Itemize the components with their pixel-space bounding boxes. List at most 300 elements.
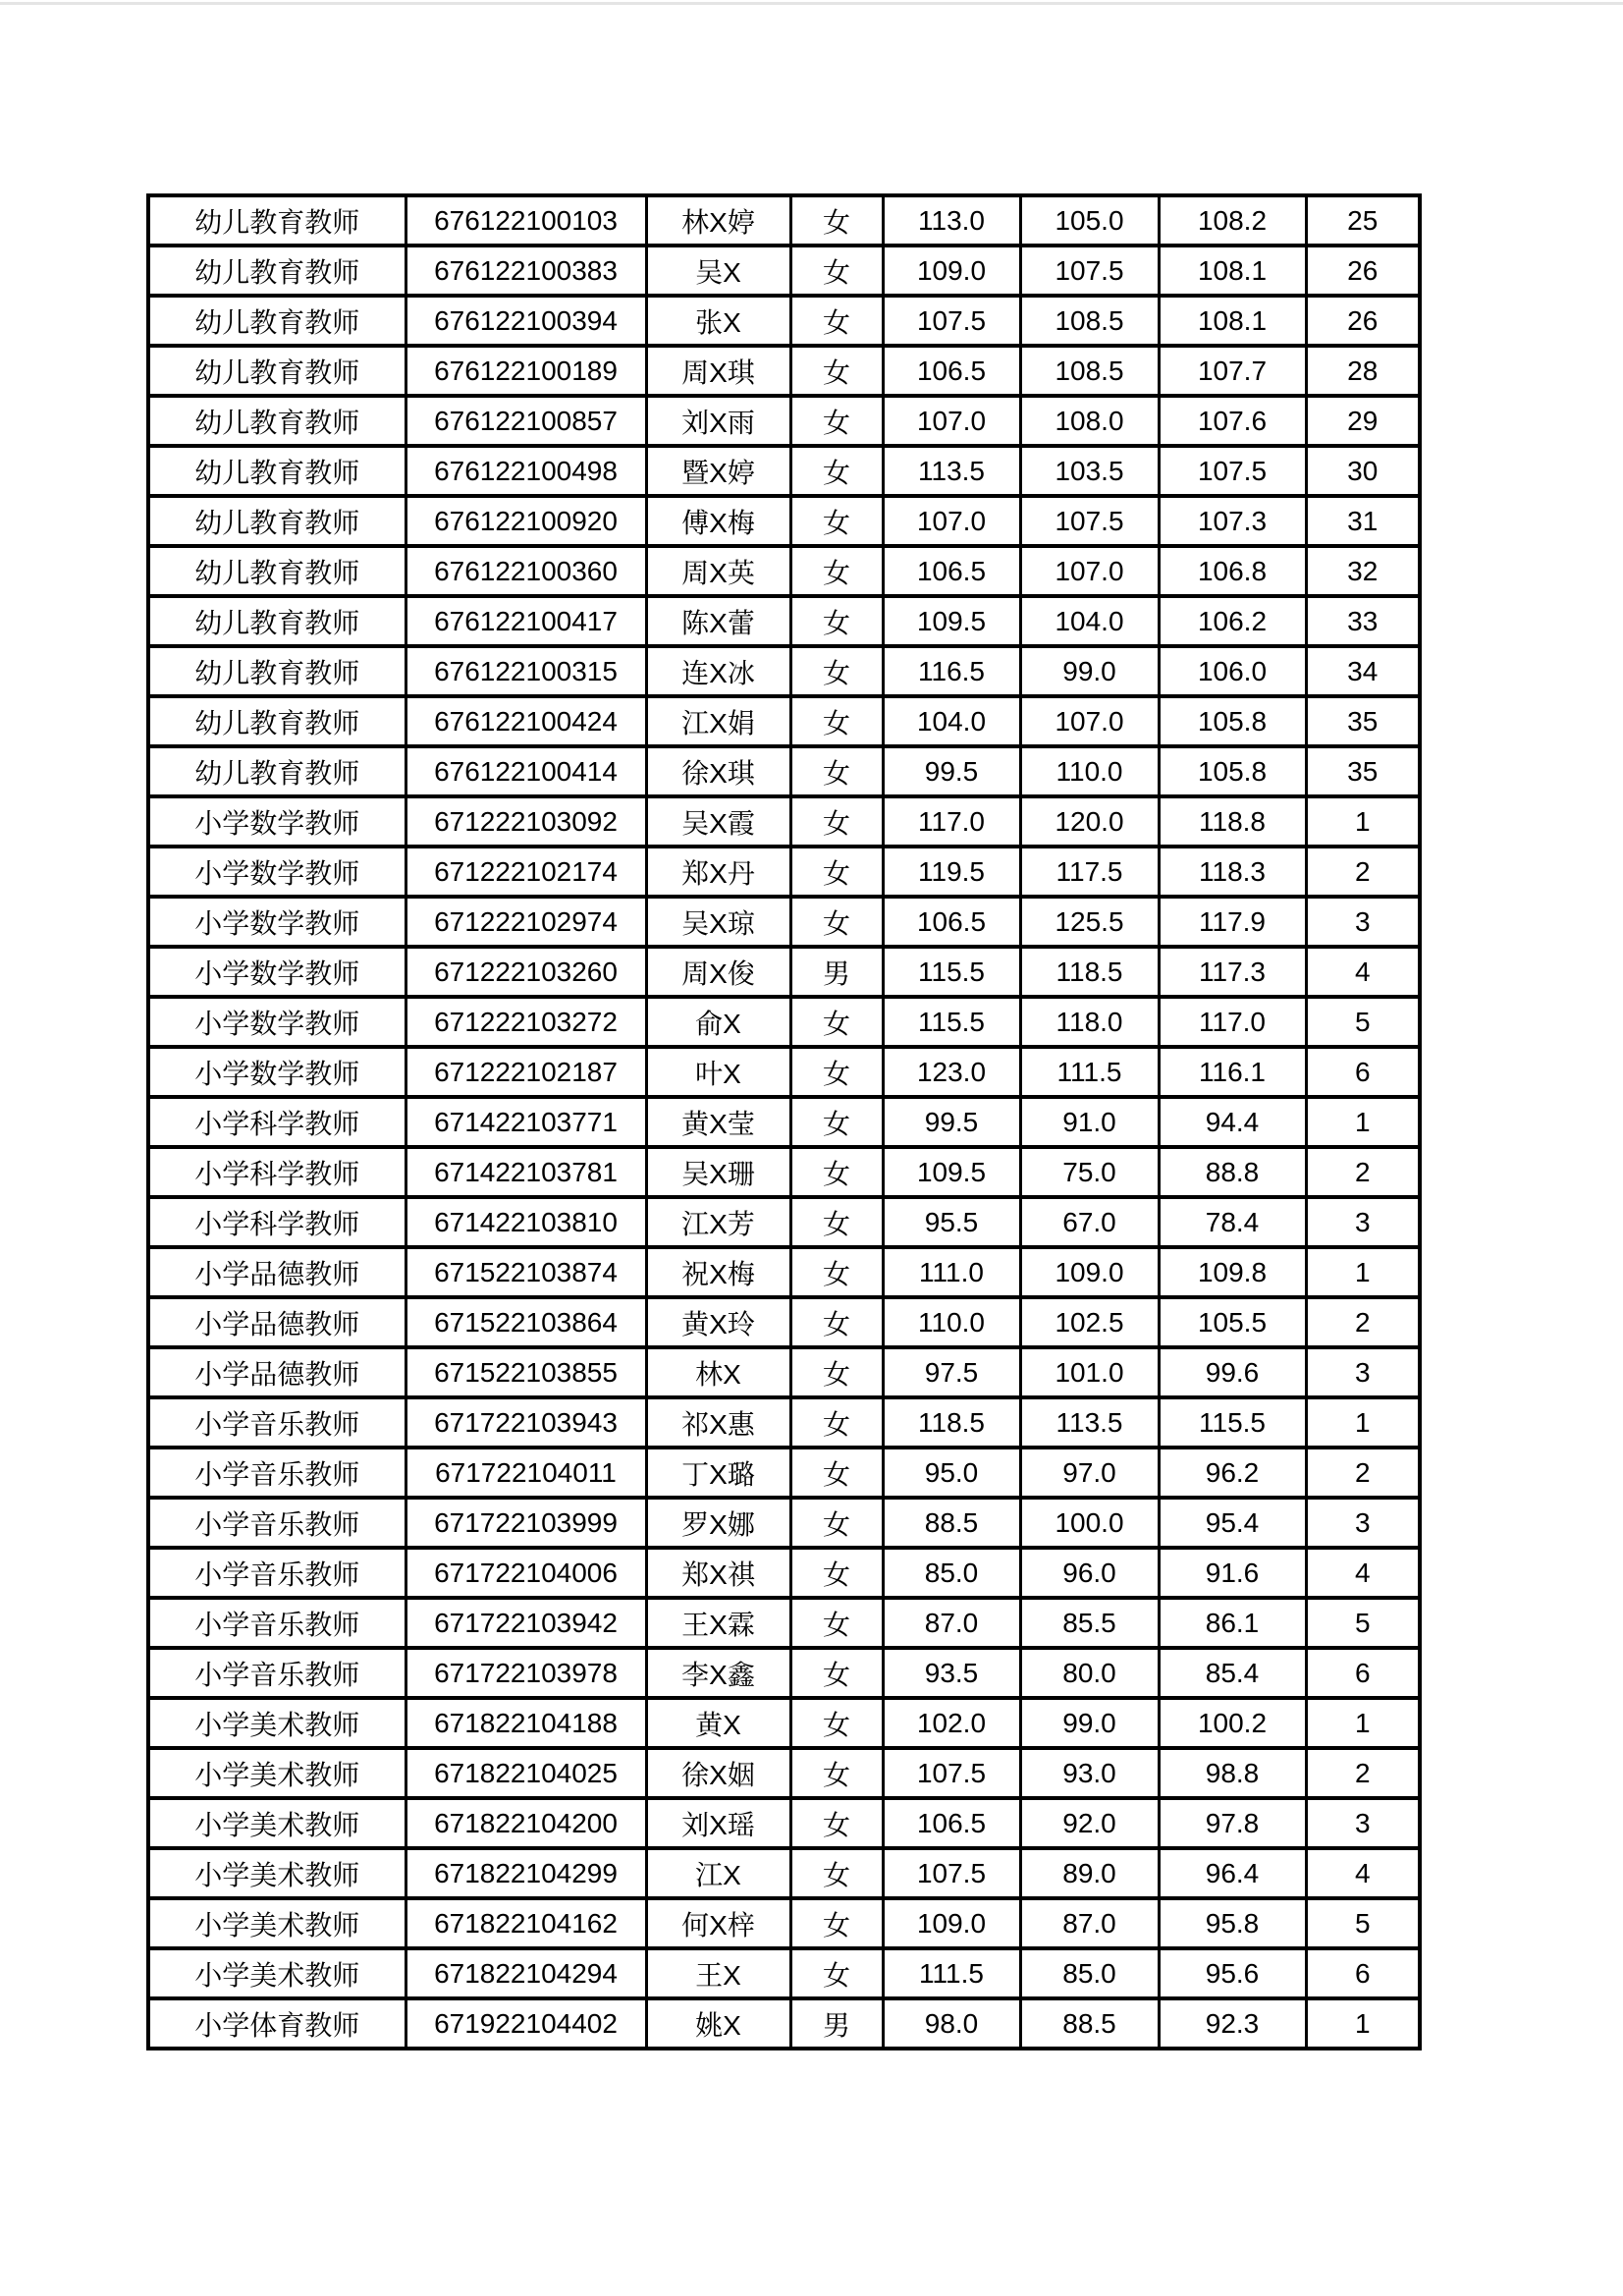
cell-score-1: 104.0	[883, 696, 1020, 746]
cell-exam-number: 676122100360	[406, 546, 646, 596]
cell-score-1: 107.5	[883, 296, 1020, 346]
cell-score-2: 102.5	[1020, 1297, 1159, 1347]
cell-final-score: 96.2	[1159, 1448, 1306, 1498]
cell-position: 小学美术教师	[148, 1748, 406, 1798]
cell-rank: 35	[1306, 696, 1420, 746]
cell-position: 小学美术教师	[148, 1798, 406, 1848]
cell-exam-number: 671922104402	[406, 1998, 646, 2049]
cell-exam-number: 676122100498	[406, 446, 646, 496]
cell-name: 祝X梅	[646, 1247, 790, 1297]
cell-score-1: 107.5	[883, 1748, 1020, 1798]
cell-name: 黄X	[646, 1698, 790, 1748]
cell-gender: 女	[790, 1347, 883, 1397]
table-row	[148, 1548, 1420, 1598]
cell-rank: 5	[1306, 1598, 1420, 1648]
table-row	[148, 1097, 1420, 1147]
cell-score-1: 106.5	[883, 1798, 1020, 1848]
cell-name: 黄X莹	[646, 1097, 790, 1147]
table-row	[148, 746, 1420, 796]
table-row	[148, 195, 1420, 246]
table-row	[148, 1848, 1420, 1898]
cell-position: 幼儿教育教师	[148, 246, 406, 296]
cell-name: 吴X霞	[646, 796, 790, 847]
cell-position: 小学音乐教师	[148, 1498, 406, 1548]
cell-rank: 34	[1306, 646, 1420, 696]
cell-rank: 3	[1306, 1347, 1420, 1397]
cell-score-1: 109.0	[883, 246, 1020, 296]
cell-name: 俞X	[646, 997, 790, 1047]
cell-score-2: 107.0	[1020, 546, 1159, 596]
table-row	[148, 1748, 1420, 1798]
cell-score-1: 111.5	[883, 1948, 1020, 1998]
cell-rank: 4	[1306, 1548, 1420, 1598]
cell-final-score: 95.8	[1159, 1898, 1306, 1948]
cell-position: 幼儿教育教师	[148, 646, 406, 696]
cell-gender: 女	[790, 997, 883, 1047]
cell-exam-number: 676122100857	[406, 396, 646, 446]
cell-rank: 25	[1306, 195, 1420, 246]
cell-score-1: 113.5	[883, 446, 1020, 496]
table-row	[148, 296, 1420, 346]
cell-name: 黄X玲	[646, 1297, 790, 1347]
cell-gender: 女	[790, 1448, 883, 1498]
cell-name: 江X芳	[646, 1197, 790, 1247]
cell-gender: 女	[790, 346, 883, 396]
cell-gender: 男	[790, 947, 883, 997]
cell-score-1: 107.0	[883, 396, 1020, 446]
cell-position: 小学美术教师	[148, 1698, 406, 1748]
cell-rank: 30	[1306, 446, 1420, 496]
cell-score-2: 89.0	[1020, 1848, 1159, 1898]
cell-final-score: 106.2	[1159, 596, 1306, 646]
cell-gender: 女	[790, 1698, 883, 1748]
cell-name: 叶X	[646, 1047, 790, 1097]
cell-final-score: 107.5	[1159, 446, 1306, 496]
table-row	[148, 1247, 1420, 1297]
cell-name: 连X冰	[646, 646, 790, 696]
cell-position: 小学音乐教师	[148, 1648, 406, 1698]
cell-gender: 女	[790, 1848, 883, 1898]
cell-position: 小学美术教师	[148, 1898, 406, 1948]
cell-position: 小学数学教师	[148, 796, 406, 847]
cell-gender: 女	[790, 1898, 883, 1948]
cell-score-2: 107.5	[1020, 496, 1159, 546]
cell-score-1: 102.0	[883, 1698, 1020, 1748]
table-row	[148, 1347, 1420, 1397]
cell-name: 陈X蕾	[646, 596, 790, 646]
cell-position: 幼儿教育教师	[148, 746, 406, 796]
cell-exam-number: 671722104011	[406, 1448, 646, 1498]
cell-position: 小学音乐教师	[148, 1448, 406, 1498]
cell-score-1: 110.0	[883, 1297, 1020, 1347]
cell-name: 姚X	[646, 1998, 790, 2049]
cell-name: 徐X姻	[646, 1748, 790, 1798]
cell-rank: 6	[1306, 1948, 1420, 1998]
cell-score-2: 125.5	[1020, 897, 1159, 947]
table-row	[148, 1397, 1420, 1448]
cell-rank: 3	[1306, 1498, 1420, 1548]
cell-score-1: 106.5	[883, 546, 1020, 596]
cell-rank: 31	[1306, 496, 1420, 546]
cell-exam-number: 671422103810	[406, 1197, 646, 1247]
cell-exam-number: 671222102174	[406, 847, 646, 897]
cell-gender: 女	[790, 796, 883, 847]
cell-rank: 4	[1306, 947, 1420, 997]
table-row	[148, 1598, 1420, 1648]
cell-score-2: 99.0	[1020, 646, 1159, 696]
cell-rank: 1	[1306, 1247, 1420, 1297]
cell-final-score: 105.8	[1159, 696, 1306, 746]
cell-gender: 女	[790, 1548, 883, 1598]
cell-gender: 女	[790, 1247, 883, 1297]
cell-position: 小学数学教师	[148, 947, 406, 997]
cell-rank: 3	[1306, 1798, 1420, 1848]
cell-exam-number: 671222102187	[406, 1047, 646, 1097]
cell-score-1: 107.0	[883, 496, 1020, 546]
cell-score-2: 109.0	[1020, 1247, 1159, 1297]
cell-exam-number: 676122100189	[406, 346, 646, 396]
cell-score-2: 117.5	[1020, 847, 1159, 897]
cell-position: 小学数学教师	[148, 847, 406, 897]
table-row	[148, 696, 1420, 746]
cell-name: 吴X	[646, 246, 790, 296]
results-table	[146, 193, 1422, 2050]
cell-final-score: 106.8	[1159, 546, 1306, 596]
cell-score-1: 95.5	[883, 1197, 1020, 1247]
cell-rank: 28	[1306, 346, 1420, 396]
cell-rank: 3	[1306, 897, 1420, 947]
cell-final-score: 92.3	[1159, 1998, 1306, 2049]
table-row	[148, 646, 1420, 696]
cell-position: 小学科学教师	[148, 1097, 406, 1147]
cell-rank: 2	[1306, 847, 1420, 897]
cell-score-1: 99.5	[883, 746, 1020, 796]
table-row	[148, 1047, 1420, 1097]
cell-final-score: 109.8	[1159, 1247, 1306, 1297]
cell-name: 祁X惠	[646, 1397, 790, 1448]
cell-rank: 6	[1306, 1648, 1420, 1698]
cell-name: 周X俊	[646, 947, 790, 997]
cell-score-2: 80.0	[1020, 1648, 1159, 1698]
cell-gender: 女	[790, 646, 883, 696]
cell-gender: 女	[790, 1948, 883, 1998]
table-row	[148, 1898, 1420, 1948]
cell-exam-number: 671822104162	[406, 1898, 646, 1948]
cell-name: 徐X琪	[646, 746, 790, 796]
cell-exam-number: 671822104294	[406, 1948, 646, 1998]
cell-score-2: 107.0	[1020, 696, 1159, 746]
cell-score-1: 95.0	[883, 1448, 1020, 1498]
cell-exam-number: 671522103864	[406, 1297, 646, 1347]
cell-final-score: 105.8	[1159, 746, 1306, 796]
cell-final-score: 100.2	[1159, 1698, 1306, 1748]
cell-name: 周X琪	[646, 346, 790, 396]
table-row	[148, 1698, 1420, 1748]
cell-final-score: 118.3	[1159, 847, 1306, 897]
cell-score-1: 98.0	[883, 1998, 1020, 2049]
cell-score-2: 97.0	[1020, 1448, 1159, 1498]
cell-final-score: 117.3	[1159, 947, 1306, 997]
cell-final-score: 105.5	[1159, 1297, 1306, 1347]
cell-score-2: 105.0	[1020, 195, 1159, 246]
table-row	[148, 947, 1420, 997]
cell-score-1: 119.5	[883, 847, 1020, 897]
cell-exam-number: 671722103999	[406, 1498, 646, 1548]
cell-exam-number: 671222103092	[406, 796, 646, 847]
cell-exam-number: 671822104299	[406, 1848, 646, 1898]
cell-rank: 1	[1306, 1397, 1420, 1448]
table-row	[148, 1297, 1420, 1347]
cell-position: 幼儿教育教师	[148, 496, 406, 546]
cell-final-score: 117.9	[1159, 897, 1306, 947]
cell-final-score: 86.1	[1159, 1598, 1306, 1648]
table-row	[148, 446, 1420, 496]
cell-rank: 4	[1306, 1848, 1420, 1898]
cell-exam-number: 671222103260	[406, 947, 646, 997]
cell-name: 郑X丹	[646, 847, 790, 897]
cell-exam-number: 671722103942	[406, 1598, 646, 1648]
cell-gender: 女	[790, 1197, 883, 1247]
cell-gender: 女	[790, 496, 883, 546]
cell-exam-number: 676122100383	[406, 246, 646, 296]
cell-exam-number: 671822104025	[406, 1748, 646, 1798]
page-edge-artifact	[0, 2, 1623, 5]
cell-score-2: 93.0	[1020, 1748, 1159, 1798]
cell-position: 小学体育教师	[148, 1998, 406, 2049]
cell-position: 小学品德教师	[148, 1347, 406, 1397]
cell-position: 幼儿教育教师	[148, 696, 406, 746]
cell-exam-number: 671722103978	[406, 1648, 646, 1698]
cell-gender: 女	[790, 1598, 883, 1648]
cell-position: 小学品德教师	[148, 1247, 406, 1297]
cell-score-2: 118.0	[1020, 997, 1159, 1047]
cell-gender: 女	[790, 847, 883, 897]
cell-name: 林X婷	[646, 195, 790, 246]
cell-score-1: 109.5	[883, 1147, 1020, 1197]
cell-name: 王X霖	[646, 1598, 790, 1648]
cell-score-2: 108.5	[1020, 346, 1159, 396]
cell-final-score: 117.0	[1159, 997, 1306, 1047]
cell-exam-number: 676122100424	[406, 696, 646, 746]
cell-score-2: 118.5	[1020, 947, 1159, 997]
table-row	[148, 1448, 1420, 1498]
cell-exam-number: 671522103855	[406, 1347, 646, 1397]
cell-gender: 女	[790, 1798, 883, 1848]
cell-score-1: 87.0	[883, 1598, 1020, 1648]
cell-score-2: 113.5	[1020, 1397, 1159, 1448]
cell-rank: 26	[1306, 296, 1420, 346]
cell-gender: 男	[790, 1998, 883, 2049]
cell-score-2: 108.5	[1020, 296, 1159, 346]
cell-score-1: 97.5	[883, 1347, 1020, 1397]
cell-final-score: 118.8	[1159, 796, 1306, 847]
table-row	[148, 1147, 1420, 1197]
cell-gender: 女	[790, 246, 883, 296]
table-row	[148, 546, 1420, 596]
cell-name: 吴X珊	[646, 1147, 790, 1197]
cell-gender: 女	[790, 396, 883, 446]
cell-score-2: 85.0	[1020, 1948, 1159, 1998]
cell-name: 张X	[646, 296, 790, 346]
cell-final-score: 78.4	[1159, 1197, 1306, 1247]
cell-score-1: 99.5	[883, 1097, 1020, 1147]
cell-position: 幼儿教育教师	[148, 346, 406, 396]
cell-position: 幼儿教育教师	[148, 195, 406, 246]
cell-gender: 女	[790, 1097, 883, 1147]
cell-gender: 女	[790, 1297, 883, 1347]
cell-final-score: 99.6	[1159, 1347, 1306, 1397]
cell-gender: 女	[790, 696, 883, 746]
cell-name: 郑X祺	[646, 1548, 790, 1598]
cell-gender: 女	[790, 446, 883, 496]
cell-score-1: 111.0	[883, 1247, 1020, 1297]
cell-gender: 女	[790, 1147, 883, 1197]
cell-exam-number: 676122100920	[406, 496, 646, 546]
cell-name: 罗X娜	[646, 1498, 790, 1548]
cell-exam-number: 671822104200	[406, 1798, 646, 1848]
cell-score-1: 118.5	[883, 1397, 1020, 1448]
cell-final-score: 116.1	[1159, 1047, 1306, 1097]
table-row	[148, 596, 1420, 646]
cell-exam-number: 671722104006	[406, 1548, 646, 1598]
cell-score-1: 115.5	[883, 947, 1020, 997]
cell-score-1: 93.5	[883, 1648, 1020, 1698]
cell-score-1: 88.5	[883, 1498, 1020, 1548]
cell-rank: 1	[1306, 1698, 1420, 1748]
table-row	[148, 897, 1420, 947]
cell-score-2: 107.5	[1020, 246, 1159, 296]
cell-position: 幼儿教育教师	[148, 596, 406, 646]
cell-score-2: 99.0	[1020, 1698, 1159, 1748]
cell-name: 傅X梅	[646, 496, 790, 546]
cell-name: 丁X璐	[646, 1448, 790, 1498]
table-row	[148, 1197, 1420, 1247]
cell-position: 小学音乐教师	[148, 1598, 406, 1648]
cell-score-2: 85.5	[1020, 1598, 1159, 1648]
cell-position: 小学科学教师	[148, 1197, 406, 1247]
cell-score-2: 108.0	[1020, 396, 1159, 446]
cell-gender: 女	[790, 1748, 883, 1798]
cell-exam-number: 676122100315	[406, 646, 646, 696]
cell-exam-number: 676122100103	[406, 195, 646, 246]
cell-score-2: 110.0	[1020, 746, 1159, 796]
cell-final-score: 106.0	[1159, 646, 1306, 696]
cell-score-1: 115.5	[883, 997, 1020, 1047]
cell-rank: 5	[1306, 997, 1420, 1047]
table-row	[148, 346, 1420, 396]
cell-gender: 女	[790, 195, 883, 246]
cell-position: 小学音乐教师	[148, 1397, 406, 1448]
cell-score-2: 111.5	[1020, 1047, 1159, 1097]
cell-score-1: 116.5	[883, 646, 1020, 696]
cell-score-2: 104.0	[1020, 596, 1159, 646]
cell-gender: 女	[790, 1397, 883, 1448]
table-row	[148, 1948, 1420, 1998]
table-row	[148, 396, 1420, 446]
cell-final-score: 108.2	[1159, 195, 1306, 246]
cell-score-1: 123.0	[883, 1047, 1020, 1097]
table-row	[148, 1498, 1420, 1548]
cell-rank: 33	[1306, 596, 1420, 646]
cell-score-1: 85.0	[883, 1548, 1020, 1598]
cell-exam-number: 671222103272	[406, 997, 646, 1047]
cell-exam-number: 671822104188	[406, 1698, 646, 1748]
cell-name: 江X娟	[646, 696, 790, 746]
cell-score-1: 113.0	[883, 195, 1020, 246]
cell-exam-number: 676122100394	[406, 296, 646, 346]
table-row	[148, 847, 1420, 897]
table-row	[148, 1648, 1420, 1698]
cell-gender: 女	[790, 897, 883, 947]
table-row	[148, 246, 1420, 296]
cell-score-2: 96.0	[1020, 1548, 1159, 1598]
cell-name: 暨X婷	[646, 446, 790, 496]
cell-final-score: 96.4	[1159, 1848, 1306, 1898]
cell-exam-number: 671222102974	[406, 897, 646, 947]
cell-position: 幼儿教育教师	[148, 446, 406, 496]
cell-final-score: 107.3	[1159, 496, 1306, 546]
cell-rank: 32	[1306, 546, 1420, 596]
cell-score-1: 109.5	[883, 596, 1020, 646]
cell-score-2: 92.0	[1020, 1798, 1159, 1848]
table-row	[148, 1998, 1420, 2049]
cell-final-score: 98.8	[1159, 1748, 1306, 1798]
cell-final-score: 97.8	[1159, 1798, 1306, 1848]
cell-score-2: 101.0	[1020, 1347, 1159, 1397]
cell-final-score: 91.6	[1159, 1548, 1306, 1598]
table-row	[148, 997, 1420, 1047]
cell-score-1: 107.5	[883, 1848, 1020, 1898]
cell-name: 刘X雨	[646, 396, 790, 446]
cell-score-2: 67.0	[1020, 1197, 1159, 1247]
cell-gender: 女	[790, 1047, 883, 1097]
cell-score-1: 106.5	[883, 346, 1020, 396]
table-row	[148, 496, 1420, 546]
cell-score-2: 100.0	[1020, 1498, 1159, 1548]
cell-position: 幼儿教育教师	[148, 296, 406, 346]
cell-final-score: 95.4	[1159, 1498, 1306, 1548]
cell-score-2: 120.0	[1020, 796, 1159, 847]
cell-score-2: 91.0	[1020, 1097, 1159, 1147]
cell-gender: 女	[790, 746, 883, 796]
cell-score-2: 88.5	[1020, 1998, 1159, 2049]
cell-name: 李X鑫	[646, 1648, 790, 1698]
cell-final-score: 85.4	[1159, 1648, 1306, 1698]
cell-final-score: 115.5	[1159, 1397, 1306, 1448]
cell-score-2: 75.0	[1020, 1147, 1159, 1197]
cell-exam-number: 671422103771	[406, 1097, 646, 1147]
cell-rank: 2	[1306, 1748, 1420, 1798]
cell-position: 小学数学教师	[148, 897, 406, 947]
cell-rank: 5	[1306, 1898, 1420, 1948]
cell-score-1: 109.0	[883, 1898, 1020, 1948]
cell-final-score: 108.1	[1159, 296, 1306, 346]
cell-position: 小学数学教师	[148, 1047, 406, 1097]
cell-position: 小学品德教师	[148, 1297, 406, 1347]
cell-name: 周X英	[646, 546, 790, 596]
cell-final-score: 88.8	[1159, 1147, 1306, 1197]
cell-rank: 6	[1306, 1047, 1420, 1097]
cell-rank: 1	[1306, 1998, 1420, 2049]
cell-name: 何X梓	[646, 1898, 790, 1948]
table-row	[148, 796, 1420, 847]
cell-score-2: 87.0	[1020, 1898, 1159, 1948]
table-body	[148, 195, 1420, 2049]
cell-position: 幼儿教育教师	[148, 546, 406, 596]
cell-name: 刘X瑶	[646, 1798, 790, 1848]
cell-position: 小学科学教师	[148, 1147, 406, 1197]
cell-rank: 35	[1306, 746, 1420, 796]
